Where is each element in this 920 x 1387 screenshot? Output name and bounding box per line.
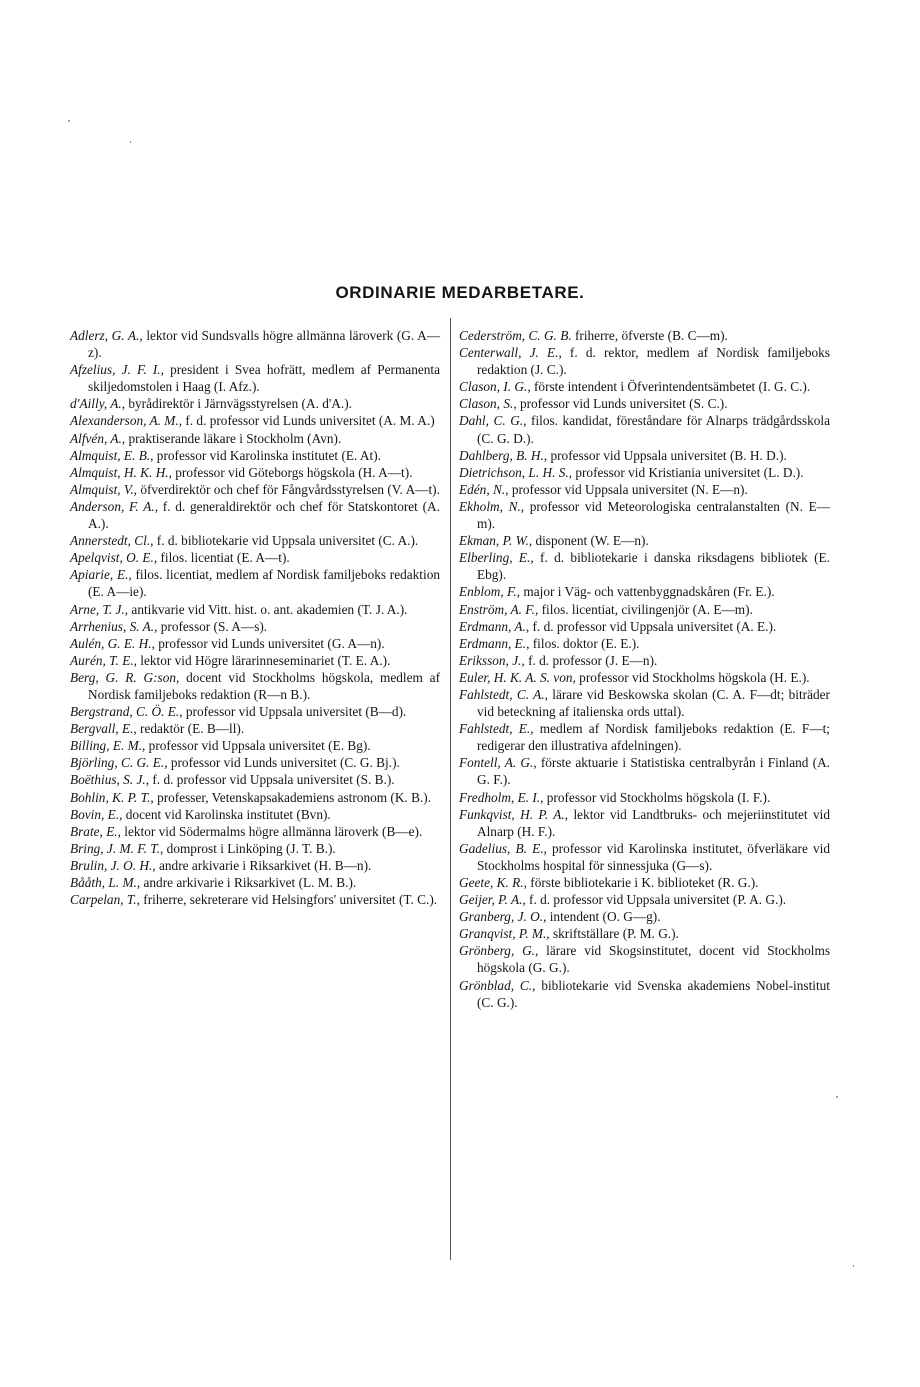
print-speck	[836, 1096, 838, 1098]
contributor-name: Fontell, A. G.	[459, 755, 534, 771]
contributor-entry	[459, 601, 830, 618]
contributor-entry	[459, 481, 830, 498]
contributor-name: Billing, E. M.	[70, 738, 143, 754]
contributor-name: Anderson, F. A.	[70, 498, 155, 514]
contributor-description: , f. d. professor vid Uppsala universitet (S. B.).	[145, 772, 395, 788]
contributor-entry	[70, 430, 440, 447]
contributor-description: , professor vid Uppsala universitet (B—d).	[179, 704, 407, 720]
print-speck	[68, 120, 70, 122]
contributor-entry	[70, 566, 440, 600]
contributor-entry	[459, 635, 830, 652]
contributor-description: , byrådirektör i Järnvägsstyrelsen (A. d'A.).	[121, 396, 352, 412]
contributor-entry	[70, 874, 440, 891]
contributor-entry	[459, 789, 830, 806]
contributor-description: , professor vid Stockholms högskola (I. F.).	[540, 789, 771, 805]
contributor-name: Annerstedt, Cl.	[70, 533, 151, 549]
contributor-name: Carpelan, T.	[70, 892, 137, 908]
print-speck	[130, 141, 131, 143]
contributor-name: Granberg, J. O.	[459, 909, 544, 925]
contributor-entry	[459, 754, 830, 788]
contributor-description: , f. d. bibliotekarie vid Uppsala universitet (C. A.).	[150, 533, 419, 549]
column-divider	[450, 318, 451, 1260]
contributor-entry	[70, 601, 440, 618]
contributor-name: Geete, K. R.	[459, 875, 524, 890]
contributor-description: , f. d. rektor, medlem af Nordisk familjeboks redaktion (J. C.).	[477, 345, 830, 378]
contributor-description: , redaktör (E. B—ll).	[133, 721, 245, 737]
contributor-entry	[70, 618, 440, 635]
contributor-entry	[459, 652, 830, 669]
contributor-name: Eriksson, J.	[459, 652, 522, 668]
contributor-description: , domprost i Linköping (J. T. B.).	[160, 840, 336, 856]
contributor-name: Bergvall, E.	[70, 721, 134, 737]
contributor-description: , filos. licentiat, civilingenjör (A. E—m).	[534, 601, 753, 617]
contributor-entry	[459, 891, 830, 908]
contributor-entry	[459, 942, 830, 976]
contributor-name: Almquist, H. K. H.	[70, 464, 169, 480]
contributor-entry	[70, 652, 440, 669]
contributor-description: , professor vid Uppsala universitet (B. H. D.).	[543, 447, 787, 463]
contributor-name: Alfvén, A.	[70, 430, 122, 446]
contributor-description: , f. d. professor (J. E—n).	[521, 652, 658, 668]
contributor-entry	[459, 806, 830, 840]
contributor-name: Bohlin, K. P. T.	[70, 789, 151, 805]
contributor-name: Erdmann, A.	[459, 618, 526, 634]
contributor-name: Apelqvist, O. E.	[70, 550, 154, 566]
contributor-entry	[70, 481, 440, 498]
contributor-entry	[70, 840, 440, 857]
contributor-description: , förste aktuarie i Statistiska centralbyrån i Finland (A. G. F.).	[477, 755, 830, 788]
contributor-entry	[459, 412, 830, 446]
contributor-entry	[70, 737, 440, 754]
contributor-entry	[459, 840, 830, 874]
contributor-description: , docent vid Karolinska institutet (Bvn).	[119, 806, 331, 822]
contributor-description: , lektor vid Högre lärarinneseminariet (T. E. A.).	[133, 652, 391, 668]
contributor-name: Elberling, E.	[459, 550, 531, 566]
contributor-name: Granqvist, P. M.	[459, 926, 547, 942]
contributor-name: Enblom, F.	[459, 584, 517, 600]
print-speck	[853, 1265, 854, 1267]
contributor-name: Björling, C. G. E.	[70, 755, 165, 771]
contributor-name: Brulin, J. O. H.	[70, 857, 153, 873]
contributor-description: , lärare vid Beskowska skolan (C. A. F—dt; biträder vid beteckning af italienska ords uttal).	[477, 686, 830, 720]
contributor-entry	[70, 789, 440, 806]
contributor-name: Brate, E.	[70, 823, 118, 839]
contributor-entry	[70, 720, 440, 737]
contributor-name: Arrhenius, S. A.	[70, 618, 155, 634]
contributor-entry	[459, 720, 830, 754]
contributor-entry	[459, 344, 830, 378]
contributors-column-right	[459, 327, 830, 1011]
contributor-name: Enström, A. F.	[459, 601, 535, 617]
contributor-name: Dahlberg, B. H.	[459, 447, 544, 463]
contributor-name: Centerwall, J. E.	[459, 345, 559, 361]
contributor-description: , f. d. bibliotekarie i danska riksdagens bibliotek (E. Ebg).	[477, 550, 830, 583]
contributor-entry	[459, 549, 830, 583]
contributor-entry	[70, 327, 440, 361]
contributor-name: Almquist, E. B.	[70, 447, 151, 463]
contributor-description: , filos. licentiat (E. A—t).	[153, 550, 290, 566]
contributor-description: , professer, Vetenskapsakademiens astronom (K. B.).	[150, 789, 432, 805]
contributor-name: Ekman, P. W.	[459, 533, 529, 549]
contributor-name: Fahlstedt, C. A.	[459, 686, 545, 702]
contributor-name: Boëthius, S. J.	[70, 772, 146, 788]
contributor-description: , skriftställare (P. M. G.).	[546, 926, 679, 942]
contributor-description: , andre arkivarie i Riksarkivet (L. M. B.).	[136, 875, 357, 890]
contributor-entry	[70, 771, 440, 788]
contributor-description: , friherre, sekreterare vid Helsingfors' universitet (T. C.).	[136, 892, 438, 908]
contributor-name: Grönblad, C.	[459, 977, 533, 993]
contributor-description: , lektor vid Landtbruks- och mejeriinstitutet vid Alnarp (H. F.).	[477, 806, 830, 839]
contributor-entry	[70, 447, 440, 464]
contributor-description: , professor vid Lunds universitet (G. A—n).	[151, 635, 385, 651]
contributor-entry	[459, 395, 830, 412]
contributor-description: , lektor vid Södermalms högre allmänna läroverk (B—e).	[117, 823, 423, 839]
contributor-name: Bergstrand, C. Ö. E.	[70, 704, 180, 720]
contributor-name: Aulén, G. E. H.	[70, 635, 152, 651]
contributor-entry	[70, 361, 440, 395]
contributor-description: , lektor vid Sundsvalls högre allmänna läroverk (G. A—z).	[88, 328, 440, 361]
contributor-name: Clason, I. G.	[459, 379, 528, 395]
contributor-description: , antikvarie vid Vitt. hist. o. ant. akademien (T. J. A.).	[124, 601, 408, 617]
contributor-name: Dietrichson, L. H. S.	[459, 464, 569, 480]
contributor-entry	[459, 532, 830, 549]
contributor-entry	[459, 378, 830, 395]
contributor-name: Clason, S.	[459, 396, 514, 412]
contributor-description: , filos. kandidat, föreståndare för Alnarps trädgårdsskola (C. G. D.).	[477, 413, 830, 446]
contributor-name: Adlerz, G. A.	[70, 328, 140, 343]
contributor-entry	[70, 754, 440, 771]
contributor-description: , president i Svea hofrätt, medlem af Permanenta skiljedomstolen i Haag (I. Afz.).	[88, 362, 440, 395]
contributor-name: Grönberg, G.	[459, 943, 536, 959]
contributor-name: Aurén, T. E.	[70, 652, 134, 668]
contributor-entry	[70, 703, 440, 720]
contributor-entry	[459, 618, 830, 635]
contributor-description: , praktiserande läkare i Stockholm (Avn).	[121, 430, 342, 446]
contributor-description: , bibliotekarie vid Svenska akademiens Nobel-institut (C. G.).	[477, 977, 830, 1010]
contributor-description: , intendent (O. G—g).	[543, 909, 661, 925]
contributor-description: , professor vid Uppsala universitet (E. Bg).	[142, 738, 371, 754]
contributor-name: Ekholm, N.	[459, 498, 521, 514]
contributor-description: , professor (S. A—s).	[154, 618, 268, 634]
contributor-description: , professor vid Uppsala universitet (N. E—n).	[505, 481, 748, 497]
contributor-name: Euler, H. K. A. S. von	[459, 669, 573, 685]
contributor-entry	[459, 669, 830, 686]
contributor-description: , andre arkivarie i Riksarkivet (H. B—n).	[152, 857, 372, 873]
contributor-entry	[70, 464, 440, 481]
contributor-entry	[70, 891, 440, 908]
contributor-name: Edén, N.	[459, 481, 506, 497]
contributor-entry	[70, 549, 440, 566]
contributor-entry	[459, 464, 830, 481]
contributor-entry	[459, 908, 830, 925]
contributor-description: , förste intendent i Öfverintendentsämbetet (I. G. C.).	[527, 379, 811, 395]
contributor-description: , professor vid Karolinska institutet (E. At).	[150, 447, 381, 463]
page-title: ORDINARIE MEDARBETARE.	[335, 283, 585, 302]
contributor-description: , medlem af Nordisk familjeboks redaktion (E. F—t; redigerar den illustrativa afdelningen).	[477, 721, 830, 754]
contributor-name: Dahl, C. G.	[459, 413, 524, 429]
contributor-name: Alexanderson, A. M.	[70, 413, 179, 429]
contributor-entry	[459, 447, 830, 464]
contributor-description: , f. d. generaldirektör och chef för Statskontoret (A. A.).	[88, 498, 440, 532]
contributor-description: , filos. doktor (E. E.).	[526, 635, 640, 651]
contributor-name: Erdmann, E.	[459, 635, 527, 651]
contributor-entry	[459, 327, 830, 344]
contributor-entry	[459, 874, 830, 891]
contributor-description: , filos. licentiat, medlem af Nordisk familjeboks redaktion (E. A—ie).	[88, 567, 440, 600]
contributor-description: , docent vid Stockholms högskola, medlem af Nordisk familjeboks redaktion (R—n B.).	[88, 669, 440, 702]
contributor-entry	[459, 498, 830, 532]
contributor-description: , professor vid Göteborgs högskola (H. A—t).	[168, 464, 413, 480]
contributor-description: friherre, öfverste (B. C—m).	[571, 328, 728, 343]
contributor-description: , lärare vid Skogsinstitutet, docent vid Stockholms högskola (G. G.).	[477, 943, 830, 976]
contributor-description: , professor vid Meteorologiska centralanstalten (N. E—m).	[477, 498, 830, 532]
contributor-entry	[70, 857, 440, 874]
contributor-entry	[70, 669, 440, 703]
contributor-name: Funkqvist, H. P. A.	[459, 806, 565, 822]
contributor-entry	[459, 583, 830, 600]
contributor-name: Fredholm, E. I.	[459, 789, 541, 805]
contributor-description: , f. d. professor vid Uppsala universitet (A. E.).	[525, 618, 777, 634]
contributor-name: Fahlstedt, E.	[459, 721, 531, 737]
contributor-name: Bring, J. M. F. T.	[70, 840, 161, 856]
contributor-name: Gadelius, B. E.	[459, 840, 544, 856]
contributor-entry	[70, 395, 440, 412]
contributor-description: , f. d. professor vid Uppsala universitet (P. A. G.).	[522, 892, 787, 908]
contributor-name: Geijer, P. A.	[459, 892, 523, 908]
contributors-column-left	[70, 327, 440, 908]
contributor-name: Afzelius, J. F. I.	[70, 362, 161, 378]
contributor-description: , major i Väg- och vattenbyggnadskåren (Fr. E.).	[516, 584, 775, 600]
contributor-name: Bååth, L. M.	[70, 875, 137, 890]
contributor-name: Arne, T. J.	[70, 601, 125, 617]
contributor-description: , disponent (W. E—n).	[528, 533, 649, 549]
contributor-entry	[70, 412, 440, 429]
contributor-entry	[70, 806, 440, 823]
contributor-entry	[459, 686, 830, 720]
contributor-description: , professor vid Stockholms högskola (H. E.).	[572, 669, 810, 685]
contributor-description: , öfverdirektör och chef för Fångvårdsstyrelsen (V. A—t).	[133, 481, 440, 497]
contributor-name: d'Ailly, A.	[70, 396, 122, 412]
contributor-entry	[459, 977, 830, 1011]
contributor-name: Berg, G. R. G:son	[70, 669, 177, 685]
contributor-entry	[70, 823, 440, 840]
contributor-description: , f. d. professor vid Lunds universitet (A. M. A.)	[178, 413, 435, 429]
contributor-description: , professor vid Lunds universitet (S. C.).	[513, 396, 728, 412]
contributor-name: Apiarie, E.	[70, 567, 129, 583]
contributor-entry	[70, 498, 440, 532]
contributor-description: , professor vid Kristiania universitet (L. D.).	[568, 464, 804, 480]
contributor-description: , professor vid Lunds universitet (C. G. Bj.).	[164, 755, 400, 771]
contributor-name: Bovin, E.	[70, 806, 120, 822]
contributor-entry	[70, 532, 440, 549]
contributor-entry	[459, 925, 830, 942]
contributor-name: Almquist, V.	[70, 481, 134, 497]
contributor-description: , förste bibliotekarie i K. biblioteket (R. G.).	[523, 875, 759, 890]
contributor-description: , professor vid Karolinska institutet, öfverläkare vid Stockholms hospital för sinnessjuka (G—s).	[477, 840, 830, 873]
contributor-entry	[70, 635, 440, 652]
contributor-name: Cederström, C. G. B.	[459, 328, 572, 343]
